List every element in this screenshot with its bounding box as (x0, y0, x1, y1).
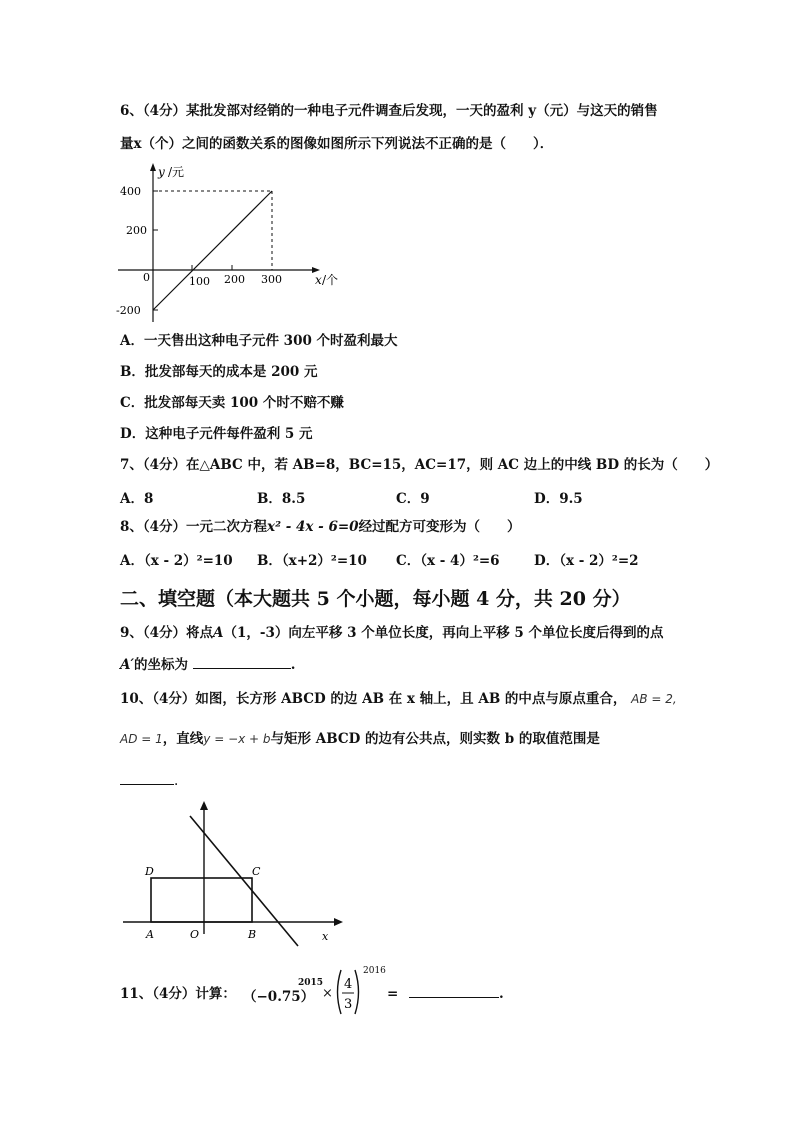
q7-stem: 7、（4分）在△ABC 中，若 AB=8，BC=15，AC=17，则 AC 边上的中线 BD 的长为（ ） (120, 457, 719, 473)
y-tick-200: 200 (126, 224, 147, 237)
y-tick-400: 400 (120, 185, 141, 198)
label-a: A (146, 928, 154, 941)
label-o: O (190, 928, 200, 941)
q6-option-b: B．批发部每天的成本是 200 元 (120, 364, 318, 380)
label-c: C (252, 865, 261, 878)
q10-line2 (120, 730, 600, 748)
q7-option-a: A．8 (120, 491, 154, 507)
q10-math-ab: AB = 2, (631, 692, 677, 706)
q11-prefix: 11、（4分）计算： (120, 986, 236, 1002)
y-axis-label: y (158, 165, 165, 179)
q11-frac-num: 4 (344, 977, 353, 992)
q11-equals-wrap: = . (387, 986, 504, 1002)
q11-equals: = (387, 986, 399, 1002)
q8-stem (120, 518, 521, 536)
q10-math-ad: AD = 1 (120, 732, 163, 746)
q9-text: 的坐标为 (134, 657, 189, 673)
q10-text-mid: ，直线 (162, 731, 204, 747)
q6-stem-line1: 6、（4分）某批发部对经销的一种电子元件调查后发现，一天的盈利 y（元）与这天的销售 (120, 103, 658, 119)
q6-graph (110, 160, 350, 330)
label-b: B (248, 928, 257, 941)
q7-option-c: C．9 (396, 491, 430, 507)
q7-option-d: D．9.5 (534, 491, 583, 507)
origin-label: 0 (143, 271, 150, 284)
y-tick-neg200: -200 (116, 304, 141, 317)
q11-answer-blank[interactable] (409, 985, 499, 998)
q8-option-c: C．（x - 4）²=6 (396, 553, 500, 569)
label-x: x (322, 930, 329, 943)
line-y-neg-x-plus-b (190, 816, 298, 946)
x-tick-100: 100 (189, 275, 210, 288)
q10-answer-blank[interactable] (120, 772, 174, 785)
q10-text1: 10、（4分）如图，长方形 ABCD 的边 AB 在 x 轴上，且 AB 的中点与原点重合， (120, 691, 627, 707)
y-axis-unit: /元 (168, 165, 185, 179)
x-tick-300: 300 (261, 273, 282, 286)
q6-option-c: C．批发部每天卖 100 个时不赔不赚 (120, 395, 344, 411)
q11-frac-den: 3 (344, 997, 353, 1012)
q8-option-a: A．（x - 2）²=10 (120, 553, 233, 569)
q11-line (120, 985, 236, 1003)
q10-line1 (120, 690, 677, 708)
q11-fraction (333, 966, 363, 1018)
q11-exp1: 2015 (298, 978, 324, 988)
profit-line (153, 191, 272, 310)
q10-math-line: y = −x + b (203, 732, 271, 746)
q10-figure (118, 798, 350, 950)
label-d: D (145, 865, 154, 878)
section-title-fill-in: 二、填空题（本大题共 5 个小题，每小题 4 分，共 20 分） (120, 588, 631, 610)
q8-stem-prefix: 8、（4分）一元二次方程 (120, 519, 268, 535)
q11-base: （−0.75） (243, 989, 315, 1005)
q10-answer-line: . (120, 772, 178, 790)
q9-point: A (213, 625, 224, 641)
q9-point-prime: A′ (120, 657, 135, 673)
q10-text-end: 与矩形 ABCD 的边有公共点，则实数 b 的取值范围是 (270, 731, 600, 747)
q6-stem-line2: 量x（个）之间的函数关系的图像如图所示下列说法不正确的是（ ）． (120, 136, 554, 152)
q8-equation: x² - 4x - 6=0 (267, 519, 359, 535)
q9-line1 (120, 624, 664, 642)
q8-stem-suffix: 经过配方可变形为（ ） (358, 519, 521, 535)
q9-line2: A′的坐标为 . (120, 657, 296, 673)
q9-answer-blank[interactable] (193, 656, 291, 669)
q9-suffix: （1，-3）向左平移 3 个单位长度，再向上平移 5 个单位长度后得到的点 (223, 625, 664, 641)
q7-option-b: B．8.5 (257, 491, 306, 507)
q11-exp2: 2016 (363, 966, 386, 976)
q9-prefix: 9、（4分）将点 (120, 625, 214, 641)
q8-option-b: B．（x+2）²=10 (257, 553, 367, 569)
x-axis-label: x (315, 273, 322, 287)
x-tick-200: 200 (224, 273, 245, 286)
q11-times: × (322, 986, 333, 1001)
rectangle-abcd (151, 878, 252, 922)
x-axis-unit: /个 (322, 273, 339, 287)
q8-option-d: D．（x - 2）²=2 (534, 553, 639, 569)
q6-option-a: A．一天售出这种电子元件 300 个时盈利最大 (120, 333, 398, 349)
q6-option-d: D．这种电子元件每件盈利 5 元 (120, 426, 313, 442)
